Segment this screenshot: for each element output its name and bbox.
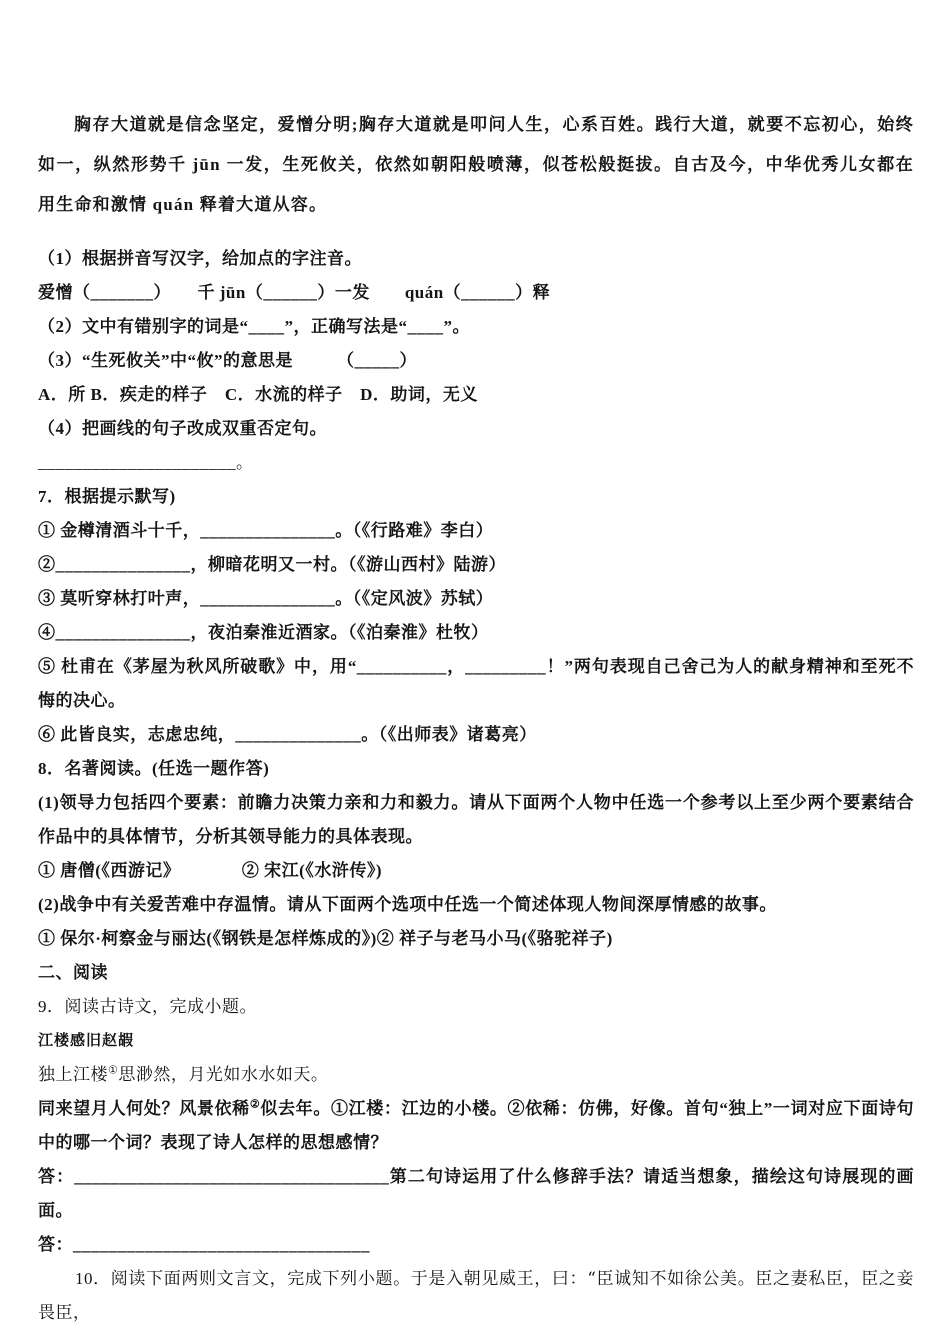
q6-part2-line: （2）文中有错别字的词是“____”，正确写法是“____”。 (38, 317, 470, 336)
poem-line-2-with-notes-question (38, 1092, 914, 1160)
q7-item-6: ⑥ 此皆良实，志虑忠纯，______________。（《出师表》诸葛亮） (38, 725, 537, 744)
intro-paragraph: 胸存大道就是信念坚定，爱憎分明;胸存大道就是叩问人生，心系百姓。践行大道，就要不忘初心，始终如一，纵然形势千 jūn 一发，生死攸关，依然如朝阳般喷薄，似苍松般挺拔。自古及今，中华优秀儿女都在用生命和激情 quán 释着大道从容。 (38, 115, 914, 214)
q6-part4-answer-blank: ______________________。 (38, 453, 254, 472)
q8-part1-line: (1)领导力包括四个要素：前瞻力决策力亲和力和毅力。请从下面两个人物中任选一个参考以上至少两个要素结合作品中的具体情节，分析其领导能力的具体表现。 (38, 793, 914, 846)
answer-2-label: 答： (38, 1235, 73, 1254)
poem-line-1-rest: 思渺然，月光如水水如天。 (118, 1065, 329, 1085)
answer-1-blank: ___________________________________ (74, 1167, 390, 1186)
q10-classical-passage-start: 于是入朝见威王，曰：“臣诚知不如徐公美。臣之妻私臣，臣之妾畏臣， (38, 1269, 914, 1323)
q7-item-4: ④_______________，夜泊秦淮近酒家。（《泊秦淮》杜牧） (38, 623, 489, 642)
q8-title-line: 8．名著阅读。(任选一题作答) (38, 759, 270, 778)
answer-1-label: 答： (38, 1167, 75, 1186)
poem-title-author: 江楼感旧赵嘏 (38, 1033, 135, 1049)
q6-part1-line: （1）根据拼音写汉字，给加点的字注音。 (38, 249, 362, 268)
q6-pinyin-blanks-line: 爱憎（_______） 千 jūn（______）一发 quán（______）释 (38, 283, 551, 302)
q8-part1-options-line: ① 唐僧(《西游记》 ② 宋江(《水浒传》) (38, 861, 382, 880)
q7-item-1: ① 金樽清酒斗十千，_______________。（《行路难》李白） (38, 521, 494, 540)
q7-item-5: ⑤ 杜甫在《茅屋为秋风所破歌》中，用“__________，_________！”两句表现自己舍己为人的献身精神和至死不悔的决心。 (38, 657, 914, 710)
q7-item-3: ③ 莫听穿林打叶声，_______________。（《定风波》苏轼） (38, 589, 494, 608)
q8-part2-line: (2)战争中有关爱苦难中存温情。请从下面两个选项中任选一个简述体现人物间深厚情感的故事。 (38, 895, 777, 914)
q6-part4-line: （4）把画线的句子改成双重否定句。 (38, 419, 327, 438)
section-2-heading: 二、阅读 (38, 963, 108, 982)
poem-line-2-text: 同来望月人何处？风景依稀 (38, 1099, 250, 1118)
q7-item-2: ②_______________，柳暗花明又一村。（《游山西村》陆游） (38, 555, 506, 574)
q6-part3-line: （3）“生死攸关”中“攸”的意思是 （_____） (38, 351, 417, 370)
poem-note-marker-1: ① (108, 1063, 119, 1077)
poem-line-1-text: 独上江楼 (38, 1065, 108, 1085)
poem-notes-and-question: 似去年。①江楼：江边的小楼。②依稀：仿佛，好像。首句“独上”一词对应下面诗句中的哪一个词？表现了诗人怎样的思想感情？ (38, 1099, 915, 1152)
answer-2-blank: _________________________________ (73, 1235, 370, 1254)
q6-choice-options-line: A．所 B．疾走的样子 C．水流的样子 D．助词，无义 (38, 385, 478, 404)
poem-note-marker-2: ② (249, 1098, 261, 1111)
q10-instruction-text: 10．阅读下面两则文言文，完成下列小题。 (75, 1269, 411, 1288)
answer-line-2 (38, 1228, 914, 1262)
q10-intro-line (38, 1262, 914, 1330)
q8-part2-options-line: ① 保尔·柯察金与丽达(《钢铁是怎样炼成的》)② 祥子与老马小马(《骆驼祥子) (38, 929, 613, 948)
poem-line-1 (38, 1058, 914, 1092)
q9-intro-line: 9．阅读古诗文，完成小题。 (38, 997, 257, 1016)
answer-line-1 (38, 1160, 914, 1228)
q7-title-line: 7．根据提示默写) (38, 487, 176, 506)
answer-1-followup-question: 第二句诗运用了什么修辞手法？请适当想象，描绘这句诗展现的画面。 (38, 1167, 915, 1220)
